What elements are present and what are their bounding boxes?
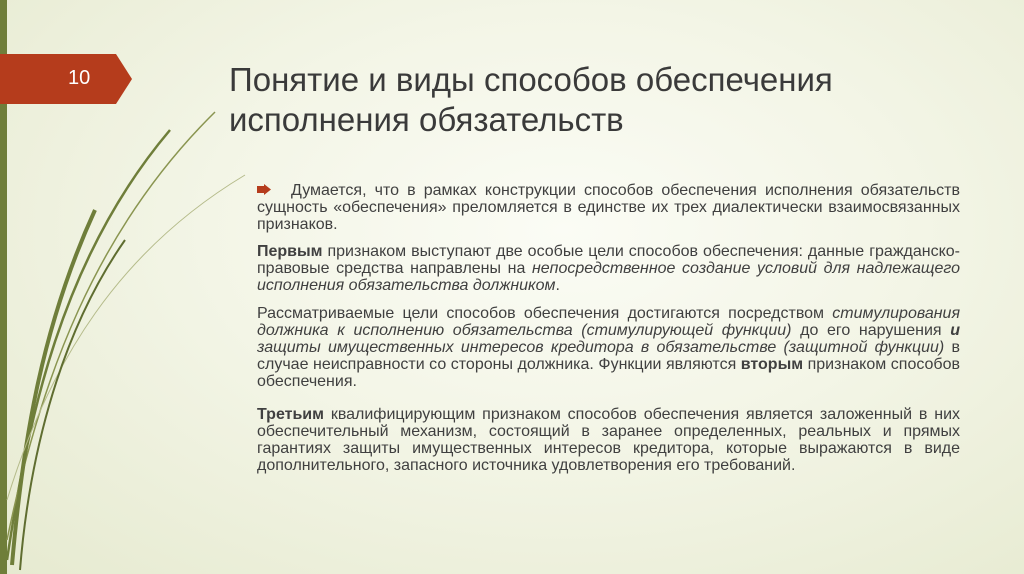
paragraph-2-text: признаком выступают две особые цели способов обеспечения: данные гражданско-правовые средства направлены на	[257, 243, 960, 277]
arrow-bullet-icon	[257, 184, 271, 195]
third-feature-label: Третьим	[257, 406, 324, 423]
paragraph-3-text: Рассматриваемые цели способов обеспечения достигаются посредством	[257, 305, 833, 322]
paragraph-3-italic-2: защиты имущественных интересов кредитора в обязательстве (защитной функции)	[257, 339, 945, 356]
paragraph-3-end: признаком способов обеспечения.	[257, 356, 960, 390]
first-feature-label: Первым	[257, 243, 323, 260]
paragraph-3-italic-1: стимулирования должника к исполнению обязательства (стимулирующей функции)	[257, 305, 960, 339]
paragraph-2-italic: непосредственное создание условий для надлежащего исполнения обязательства должником	[257, 260, 960, 294]
paragraph-3-text-2: до его нарушения	[791, 322, 951, 339]
paragraph-2	[257, 243, 960, 294]
paragraph-2-end: .	[555, 277, 560, 294]
slide-title: Понятие и виды способов обеспечения исполнения обязательств	[229, 61, 833, 138]
slide-number-flag	[0, 54, 132, 104]
slide-body	[257, 182, 960, 474]
paragraph-3-text-3: в случае неисправности со стороны должника. Функции являются	[257, 339, 960, 373]
slide-number: 10	[68, 67, 91, 89]
paragraph-1-text: Думается, что в рамках конструкции способов обеспечения исполнения обязательств сущность «обеспечения» преломляется в единстве их трех диалектически взаимосвязанных признаков.	[257, 182, 960, 233]
paragraph-4	[257, 406, 960, 474]
paragraph-3-conjunction: и	[950, 322, 960, 339]
paragraph-3	[257, 305, 960, 390]
paragraph-1	[257, 182, 960, 233]
second-feature-label: вторым	[740, 356, 804, 373]
paragraph-4-text: квалифицирующим признаком способов обеспечения является заложенный в них обеспечительный механизм, состоящий в заранее определенных, реальных и прямых гарантиях защиты имущественных интересов кредитора, которые выражаются в виде дополнительного, запасного источника удовлетворения его требований.	[257, 406, 960, 474]
